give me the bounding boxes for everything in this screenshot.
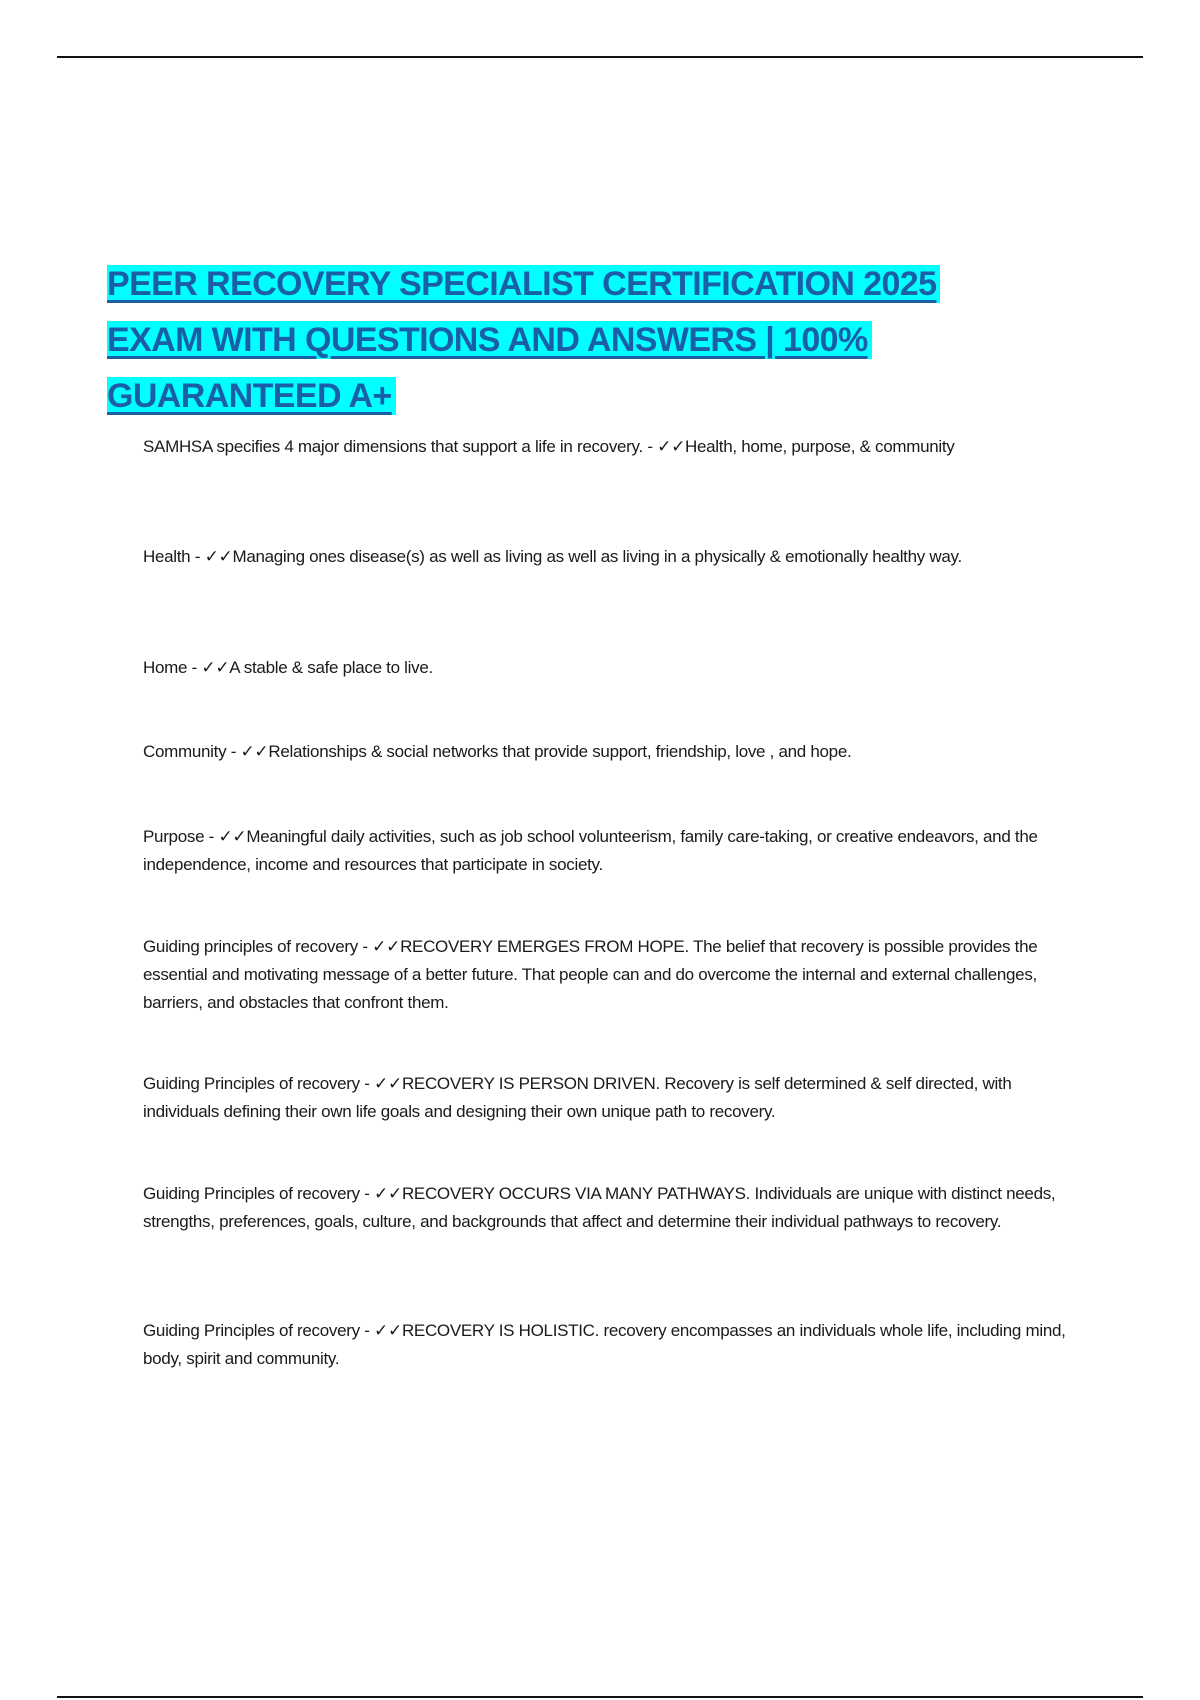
double-check-icon: ✓✓ [657, 437, 686, 457]
answer: A stable & safe place to live. [229, 658, 433, 677]
qa-item [143, 933, 1073, 1017]
separator: - [642, 437, 658, 456]
separator: - [359, 1074, 375, 1093]
qa-item [143, 433, 1073, 461]
answer: RECOVERY EMERGES FROM HOPE. The belief that recovery is possible provides the essential and motivating message of a better future. That people can and do overcome the internal and external challenges, barriers, and obstacles that confront them. [143, 937, 1038, 1012]
qa-item [143, 1070, 1073, 1126]
separator: - [359, 1184, 375, 1203]
question: Guiding principles of recovery [143, 937, 358, 956]
answer: RECOVERY IS PERSON DRIVEN. Recovery is self determined & self directed, with individuals defining their own life goals and designing their own unique path to recovery. [143, 1074, 1012, 1121]
qa-item [143, 543, 1073, 571]
title-text: PEER RECOVERY SPECIALIST CERTIFICATION 2025 EXAM WITH QUESTIONS AND ANSWERS | 100% GUARANTEED A+ [107, 265, 940, 415]
question: Home [143, 658, 188, 677]
qa-item [143, 738, 1073, 766]
separator: - [226, 742, 241, 761]
question: Health [143, 547, 191, 566]
question: Guiding Principles of recovery [143, 1184, 360, 1203]
qa-item [143, 654, 1073, 682]
double-check-icon: ✓✓ [372, 937, 401, 957]
answer: RECOVERY IS HOLISTIC. recovery encompasses an individuals whole life, including mind, body, spirit and community. [143, 1321, 1066, 1368]
answer: Managing ones disease(s) as well as living as well as living in a physically & emotionally healthy way. [232, 547, 962, 566]
qa-item [143, 823, 1073, 879]
double-check-icon: ✓✓ [201, 658, 230, 678]
separator: - [357, 937, 373, 956]
question: SAMHSA specifies 4 major dimensions that support a life in recovery. [143, 437, 643, 456]
question: Guiding Principles of recovery [143, 1321, 360, 1340]
separator: - [204, 827, 219, 846]
answer: Meaningful daily activities, such as job school volunteerism, family care-taking, or creative endeavors, and the independence, income and resources that participate in society. [143, 827, 1038, 874]
document-title [107, 256, 1007, 424]
separator: - [190, 547, 205, 566]
answer: Relationships & social networks that provide support, friendship, love , and hope. [268, 742, 852, 761]
top-rule [57, 56, 1143, 58]
double-check-icon: ✓✓ [374, 1321, 402, 1341]
question: Community [143, 742, 227, 761]
separator: - [187, 658, 202, 677]
double-check-icon: ✓✓ [374, 1184, 402, 1204]
double-check-icon: ✓✓ [204, 547, 233, 567]
double-check-icon: ✓✓ [374, 1074, 402, 1094]
qa-item [143, 1180, 1073, 1236]
separator: - [359, 1321, 375, 1340]
double-check-icon: ✓✓ [240, 742, 269, 762]
question: Guiding Principles of recovery [143, 1074, 360, 1093]
qa-item [143, 1317, 1073, 1373]
answer: Health, home, purpose, & community [685, 437, 955, 456]
bottom-rule [57, 1696, 1143, 1698]
double-check-icon: ✓✓ [218, 827, 247, 847]
question: Purpose [143, 827, 205, 846]
answer: RECOVERY OCCURS VIA MANY PATHWAYS. Individuals are unique with distinct needs, strengths, preferences, goals, culture, and backgrounds that affect and determine their individual pathways to recovery. [143, 1184, 1056, 1231]
